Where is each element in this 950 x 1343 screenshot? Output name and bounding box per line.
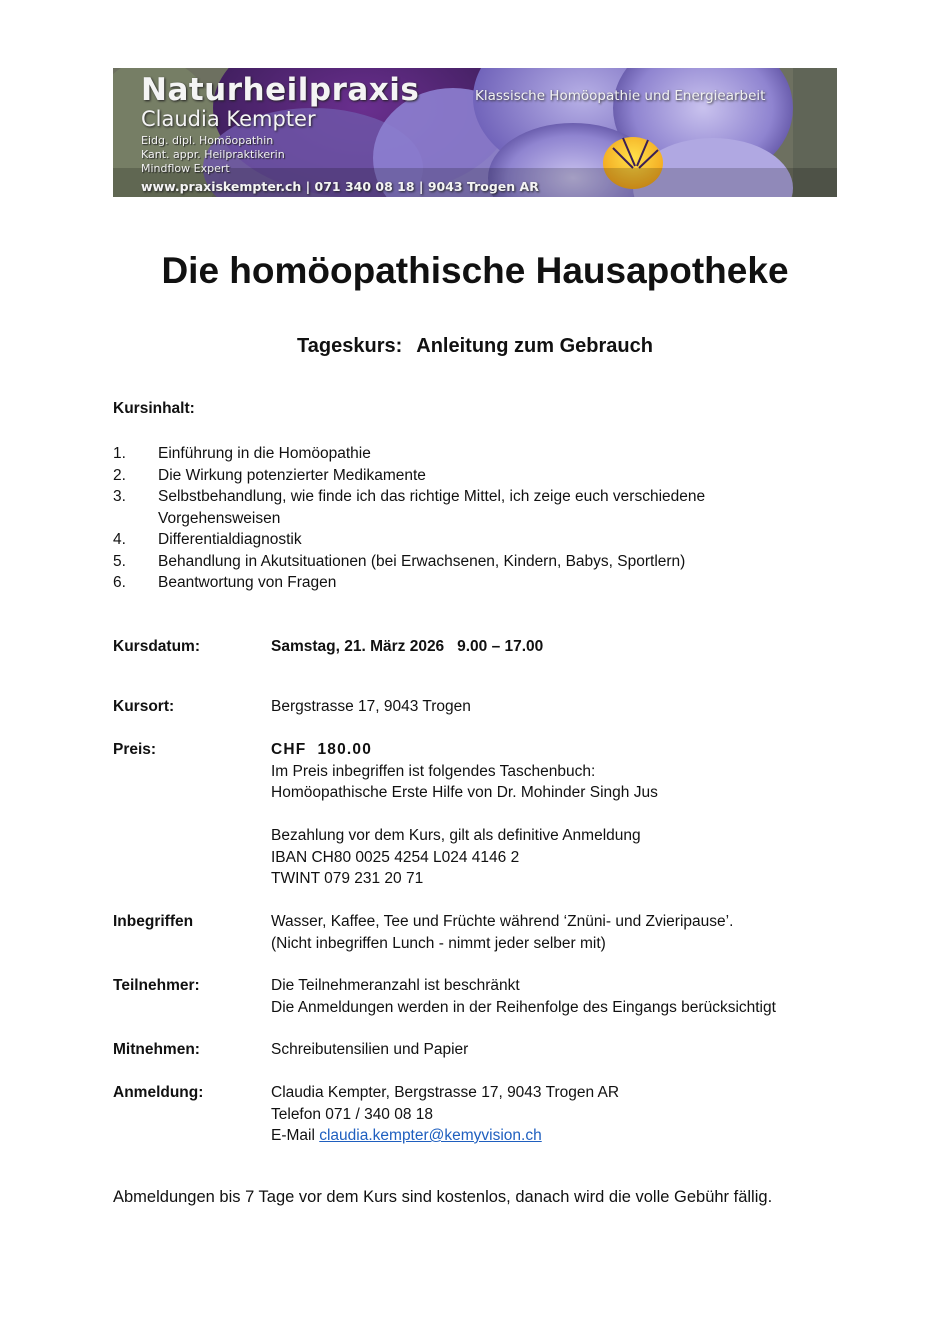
banner-contact-line: www.praxiskempter.ch | 071 340 08 18 | 9043 Trogen AR (141, 179, 539, 194)
list-item (113, 465, 773, 487)
list-item-number: 2. (113, 466, 126, 484)
kursinhalt-list (113, 443, 773, 594)
iban: IBAN CH80 0025 4254 L024 4146 2 (271, 848, 520, 866)
inbegriffen-line: (Nicht inbegriffen Lunch - nimmt jeder selber mit) (271, 934, 606, 952)
mitnehmen-label: Mitnehmen: (113, 1041, 200, 1058)
header-banner (113, 68, 837, 197)
anmeldung-email-line (271, 1125, 831, 1147)
list-item-text: Beantwortung von Fragen (158, 574, 337, 591)
email-link[interactable]: claudia.kempter@kemyvision.ch (319, 1127, 542, 1144)
list-item-number: 3. (113, 488, 126, 505)
list-item-text: Die Wirkung potenzierter Medikamente (158, 466, 426, 484)
teilnehmer-details (271, 975, 831, 1018)
list-item (113, 529, 773, 551)
page-title: Die homöopathische Hausapotheke (161, 250, 789, 291)
banner-credential: Mindflow Expert (141, 162, 230, 175)
list-item-number: 4. (113, 531, 126, 548)
subtitle-prefix: Tageskurs: (297, 335, 403, 357)
list-item (113, 551, 773, 573)
list-item (113, 443, 773, 465)
banner-practitioner-name: Claudia Kempter (141, 107, 316, 131)
anmeldung-details (271, 1082, 831, 1147)
subtitle-text: Anleitung zum Gebrauch (416, 335, 653, 357)
list-item-text: Selbstbehandlung, wie finde ich das richtige Mittel, ich zeige euch verschiedene Vorgehensweisen (158, 488, 706, 527)
payment-line: Bezahlung vor dem Kurs, gilt als definitive Anmeldung (271, 827, 641, 844)
preis-line: Homöopathische Erste Hilfe von Dr. Mohinder Singh Jus (271, 784, 658, 801)
list-item-text: Einführung in die Homöopathie (158, 445, 371, 462)
anmeldung-phone: Telefon 071 / 340 08 18 (271, 1105, 434, 1123)
banner-credential: Kant. appr. Heilpraktikerin (141, 148, 285, 161)
kursinhalt-label: Kursinhalt: (113, 400, 195, 417)
list-item-number: 1. (113, 445, 126, 462)
kursort-value: Bergstrasse 17, 9043 Trogen (271, 698, 471, 715)
list-item-text: Behandlung in Akutsituationen (bei Erwachsenen, Kindern, Babys, Sportlern) (158, 552, 686, 570)
inbegriffen-label: Inbegriffen (113, 913, 194, 930)
list-item-text: Differentialdiagnostik (158, 531, 302, 548)
kursort-label: Kursort: (113, 698, 175, 715)
list-item-number: 6. (113, 574, 126, 591)
inbegriffen-details (271, 911, 831, 954)
mitnehmen-value: Schreibutensilien und Papier (271, 1041, 469, 1058)
price-amount: CHF 180.00 (271, 741, 373, 758)
teilnehmer-line: Die Anmeldungen werden in der Reihenfolge des Eingangs berücksichtigt (271, 998, 776, 1016)
kursdatum-value: Samstag, 21. März 2026 9.00 – 17.00 (271, 638, 544, 655)
banner-credential: Eidg. dipl. Homöopathin (141, 134, 274, 147)
teilnehmer-label: Teilnehmer: (113, 977, 200, 994)
preis-label: Preis: (113, 741, 157, 758)
course-subtitle (0, 335, 950, 358)
kursdatum-label: Kursdatum: (113, 638, 200, 655)
inbegriffen-line: Wasser, Kaffee, Tee und Früchte während ‘Znüni- und Zvieripause’. (271, 913, 734, 930)
email-prefix: E-Mail (271, 1127, 320, 1144)
list-item (113, 572, 773, 594)
preis-details (271, 739, 831, 890)
twint: TWINT 079 231 20 71 (271, 870, 424, 887)
banner-title: Naturheilpraxis (141, 72, 420, 108)
cancellation-note: Abmeldungen bis 7 Tage vor dem Kurs sind kostenlos, danach wird die volle Gebühr fällig. (113, 1188, 773, 1206)
banner-tagline: Klassische Homöopathie und Energiearbeit (475, 88, 766, 104)
teilnehmer-line: Die Teilnehmeranzahl ist beschränkt (271, 977, 520, 994)
anmeldung-address: Claudia Kempter, Bergstrasse 17, 9043 Trogen AR (271, 1084, 620, 1101)
preis-line: Im Preis inbegriffen ist folgendes Taschenbuch: (271, 762, 596, 780)
anmeldung-label: Anmeldung: (113, 1084, 204, 1101)
list-item-number: 5. (113, 552, 126, 570)
list-item (113, 486, 773, 529)
